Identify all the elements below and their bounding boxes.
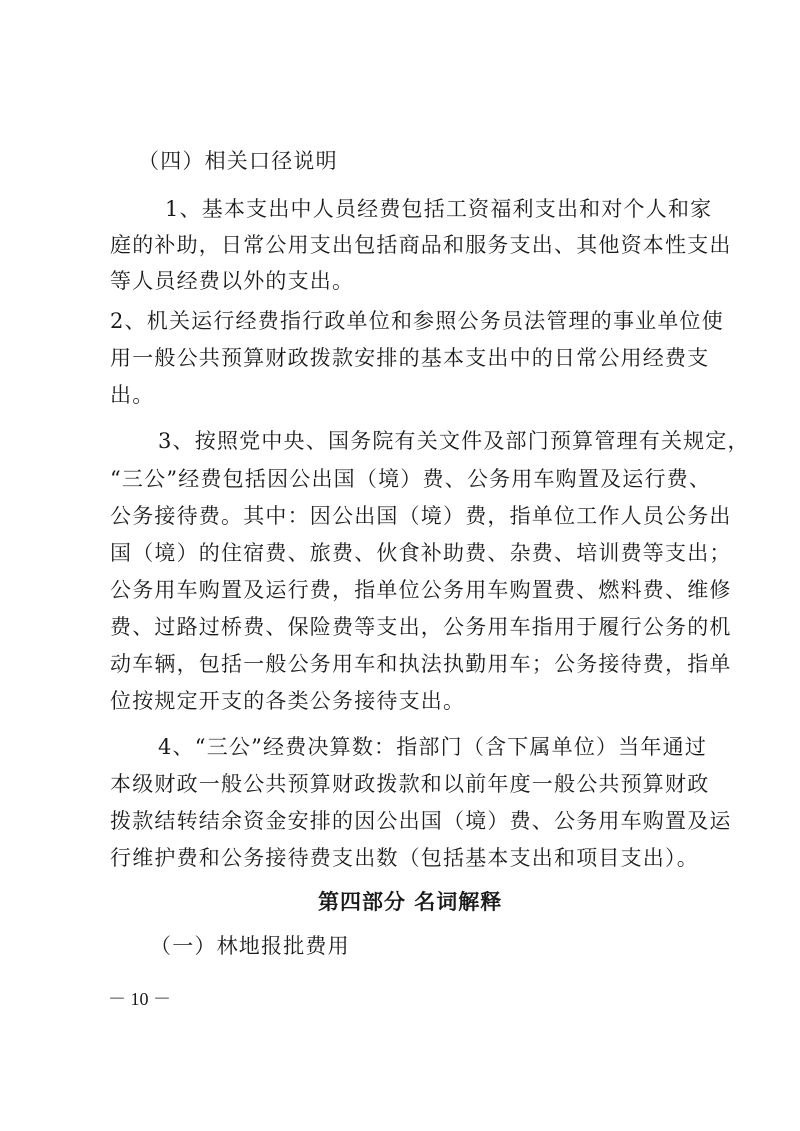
- page-number: － 10 －: [108, 989, 171, 1009]
- item2-line-1: 2、机关运行经费指行政单位和参照公务员法管理的事业单位使: [110, 309, 724, 333]
- item3-line-3: 公务接待费。其中：因公出国（境）费，指单位工作人员公务出: [110, 504, 732, 528]
- item3-line-1: 3、按照党中央、国务院有关文件及部门预算管理有关规定，: [158, 429, 750, 453]
- item4-line-3: 拨款结转结余资金安排的因公出国（境）费、公务用车购置及运: [110, 809, 732, 833]
- item3-line-5: 公务用车购置及运行费，指单位公务用车购置费、燃料费、维修: [110, 578, 732, 602]
- item3-line-6: 费、过路过桥费、保险费等支出，公务用车指用于履行公务的机: [110, 615, 732, 639]
- subsection-heading: （一）林地报批费用: [150, 934, 350, 958]
- item3-line-8: 位按规定开支的各类公务接待支出。: [110, 689, 466, 713]
- item2-line-2: 用一般公共预算财政拨款安排的基本支出中的日常公用经费支: [110, 346, 710, 370]
- section-heading: （四）相关口径说明: [138, 149, 338, 173]
- item3-line-7: 动车辆，包括一般公务用车和执法执勤用车；公务接待费，指单: [110, 652, 732, 676]
- item2-line-3: 出。: [110, 383, 155, 407]
- item1-line-1: 1、基本支出中人员经费包括工资福利支出和对个人和家: [165, 197, 713, 221]
- item4-line-1: 4、“三公”经费决算数：指部门（含下属单位）当年通过: [158, 735, 708, 759]
- item3-line-4: 国（境）的住宿费、旅费、伙食补助费、杂费、培训费等支出；: [110, 541, 732, 565]
- item4-line-2: 本级财政一般公共预算财政拨款和以前年度一般公共预算财政: [110, 772, 710, 796]
- item4-line-4: 行维护费和公务接待费支出数（包括基本支出和项目支出）。: [110, 846, 699, 870]
- part-heading: 第四部分 名词解释: [318, 890, 503, 914]
- item1-line-2: 庭的补助，日常公用支出包括商品和服务支出、其他资本性支出: [110, 233, 732, 257]
- item1-line-3: 等人员经费以外的支出。: [110, 269, 355, 293]
- item3-line-2: “三公”经费包括因公出国（境）费、公务用车购置及运行费、: [110, 467, 712, 491]
